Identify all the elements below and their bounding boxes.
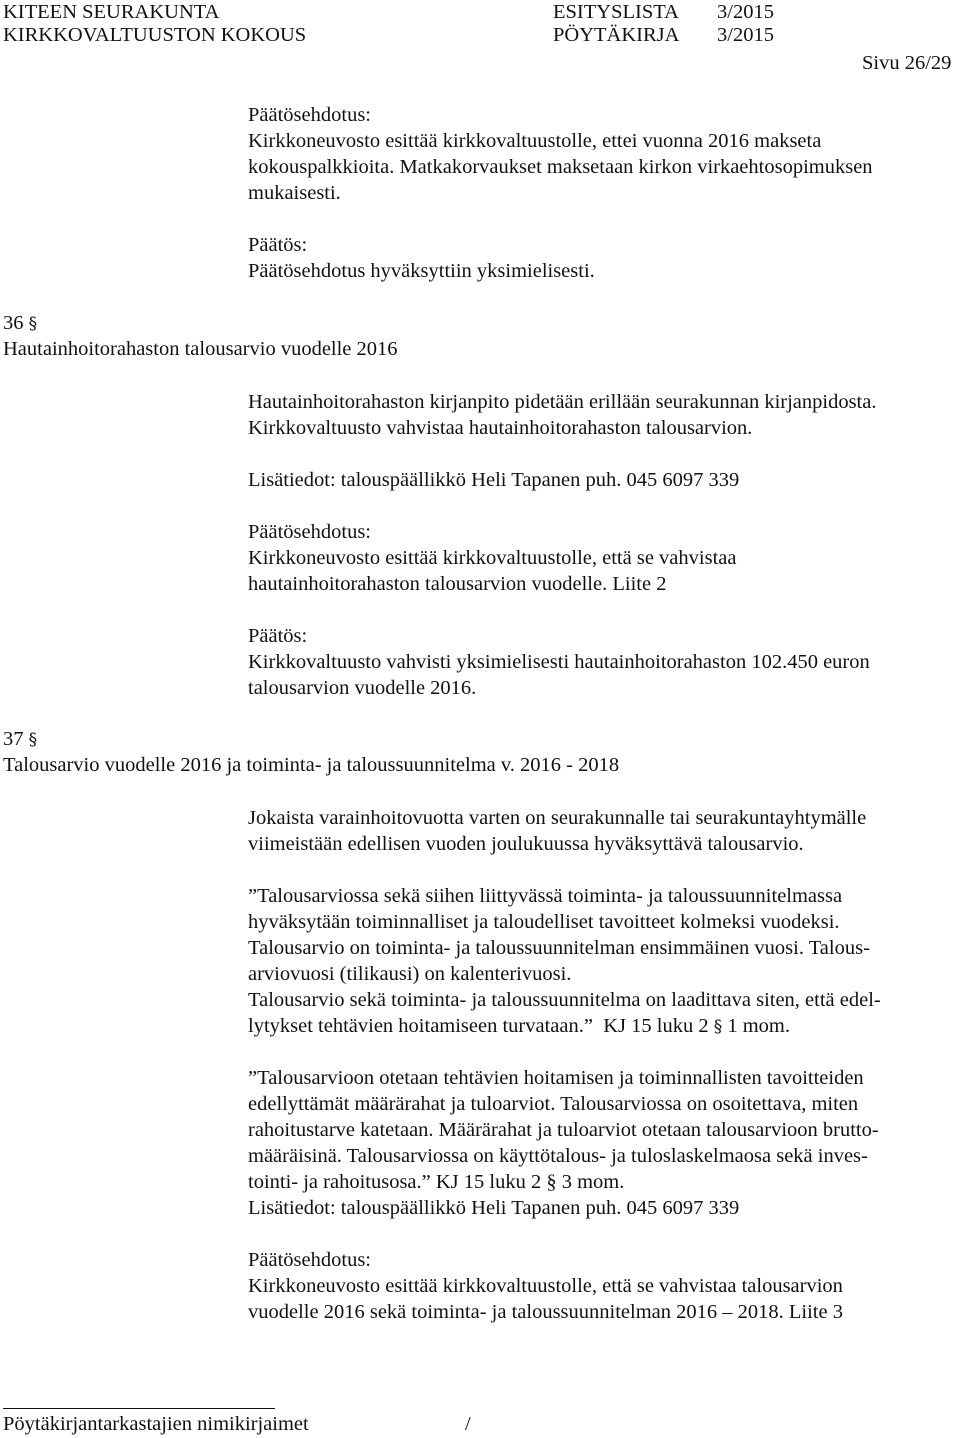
s37-quote1-line: ”Talousarviossa sekä siihen liittyvässä toiminta- ja taloussuunnitelmassa [248,885,843,907]
header-meeting: KIRKKOVALTUUSTON KOKOUS [3,24,307,46]
s37-proposal-line: Kirkkoneuvosto esittää kirkkovaltuustolle, että se vahvistaa talousarvion [248,1275,843,1297]
s37-quote2-line: tointi- ja rahoitusosa.” KJ 15 luku 2 § 3 mom. [248,1171,625,1193]
s36-proposal-line: Kirkkoneuvosto esittää kirkkovaltuustolle, että se vahvistaa [248,547,737,569]
s36-proposal-label: Päätösehdotus: [248,521,371,543]
s37-quote2-line: ”Talousarvioon otetaan tehtävien hoitamisen ja toiminnallisten tavoitteiden [248,1067,864,1089]
top-proposal-line: Kirkkoneuvosto esittää kirkkovaltuustolle, ettei vuonna 2016 makseta [248,130,822,152]
section-36-number [3,310,37,337]
s36-proposal-line: hautainhoitorahaston talousarvion vuodelle. Liite 2 [248,573,667,595]
paragraph-sign-icon: § [28,730,38,750]
section-37-title: Talousarvio vuodelle 2016 ja toiminta- ja taloussuunnitelma v. 2016 - 2018 [3,754,620,776]
section-37-number [3,726,37,753]
top-decision-text: Päätösehdotus hyväksyttiin yksimielisesti. [248,260,595,282]
s37-quote1-ref-b: 1 mom. [727,1015,790,1037]
s37-quote2-line: edellyttämät määrärahat ja tuloarviot. Talousarviossa on osoitettava, miten [248,1093,859,1115]
footer-label: Pöytäkirjantarkastajien nimikirjaimet [3,1413,309,1435]
s36-intro-line: Hautainhoitorahaston kirjanpito pidetään erillään seurakunnan kirjanpidosta. [248,391,877,413]
s37-quote1-last-line [248,1013,790,1040]
s37-proposal-line: vuodelle 2016 sekä toiminta- ja taloussuunnitelman 2016 – 2018. Liite 3 [248,1301,843,1323]
paragraph-sign-icon: § [713,1017,723,1037]
header-number-minutes: 3/2015 [717,24,774,46]
section-36-title: Hautainhoitorahaston talousarvio vuodelle 2016 [3,338,398,360]
header-doc-type-agenda: ESITYSLISTA [553,1,679,23]
footer-rule [3,1408,275,1409]
footer-slash: / [465,1413,471,1435]
top-proposal-line: mukaisesti. [248,182,341,204]
s37-intro-line: Jokaista varainhoitovuotta varten on seurakunnalle tai seurakuntayhtymälle [248,807,867,829]
s37-intro-line: viimeistään edellisen vuoden joulukuussa hyväksyttävä talousarvio. [248,833,804,855]
s36-decision-line: Kirkkovaltuusto vahvisti yksimielisesti hautainhoitorahaston 102.450 euron [248,651,870,673]
s37-quote1-line: hyväksytään toiminnalliset ja taloudelliset tavoitteet kolmeksi vuodeksi. [248,911,840,933]
s37-quote2-line: rahoitustarve katetaan. Määrärahat ja tuloarviot otetaan talousarvioon brutto- [248,1119,879,1141]
header-number-agenda: 3/2015 [717,1,774,23]
header-doc-type-minutes: PÖYTÄKIRJA [553,24,680,46]
page-number: Sivu 26/29 [862,52,952,74]
top-proposal-label: Päätösehdotus: [248,104,371,126]
s37-quote1-last-text: lytykset tehtävien hoitamiseen turvataan.” [248,1015,593,1037]
s36-decision-label: Päätös: [248,625,308,647]
s36-intro-line: Kirkkovaltuusto vahvistaa hautainhoitorahaston talousarvion. [248,417,753,439]
s37-proposal-label: Päätösehdotus: [248,1249,371,1271]
s36-decision-line: talousarvion vuodelle 2016. [248,677,477,699]
top-decision-label: Päätös: [248,234,308,256]
s36-info: Lisätiedot: talouspäällikkö Heli Tapanen puh. 045 6097 339 [248,469,740,491]
paragraph-sign-icon: § [28,314,38,334]
s37-quote2-line: määräisinä. Talousarviossa on käyttötalous- ja tuloslaskelmaosa sekä inves- [248,1145,868,1167]
top-proposal-line: kokouspalkkioita. Matkakorvaukset maksetaan kirkon virkaehtosopimuksen [248,156,873,178]
section-number: 37 [3,728,24,750]
s37-quote1-line: Talousarvio on toiminta- ja taloussuunnitelman ensimmäinen vuosi. Talous- [248,937,870,959]
s37-quote1-ref-a: KJ 15 luku 2 [603,1015,709,1037]
s37-info: Lisätiedot: talouspäällikkö Heli Tapanen puh. 045 6097 339 [248,1197,740,1219]
s37-quote1-line: Talousarvio sekä toiminta- ja taloussuunnitelma on laadittava siten, että edel- [248,989,881,1011]
section-number: 36 [3,312,24,334]
s37-quote1-line: arviovuosi (tilikausi) on kalenterivuosi. [248,963,572,985]
